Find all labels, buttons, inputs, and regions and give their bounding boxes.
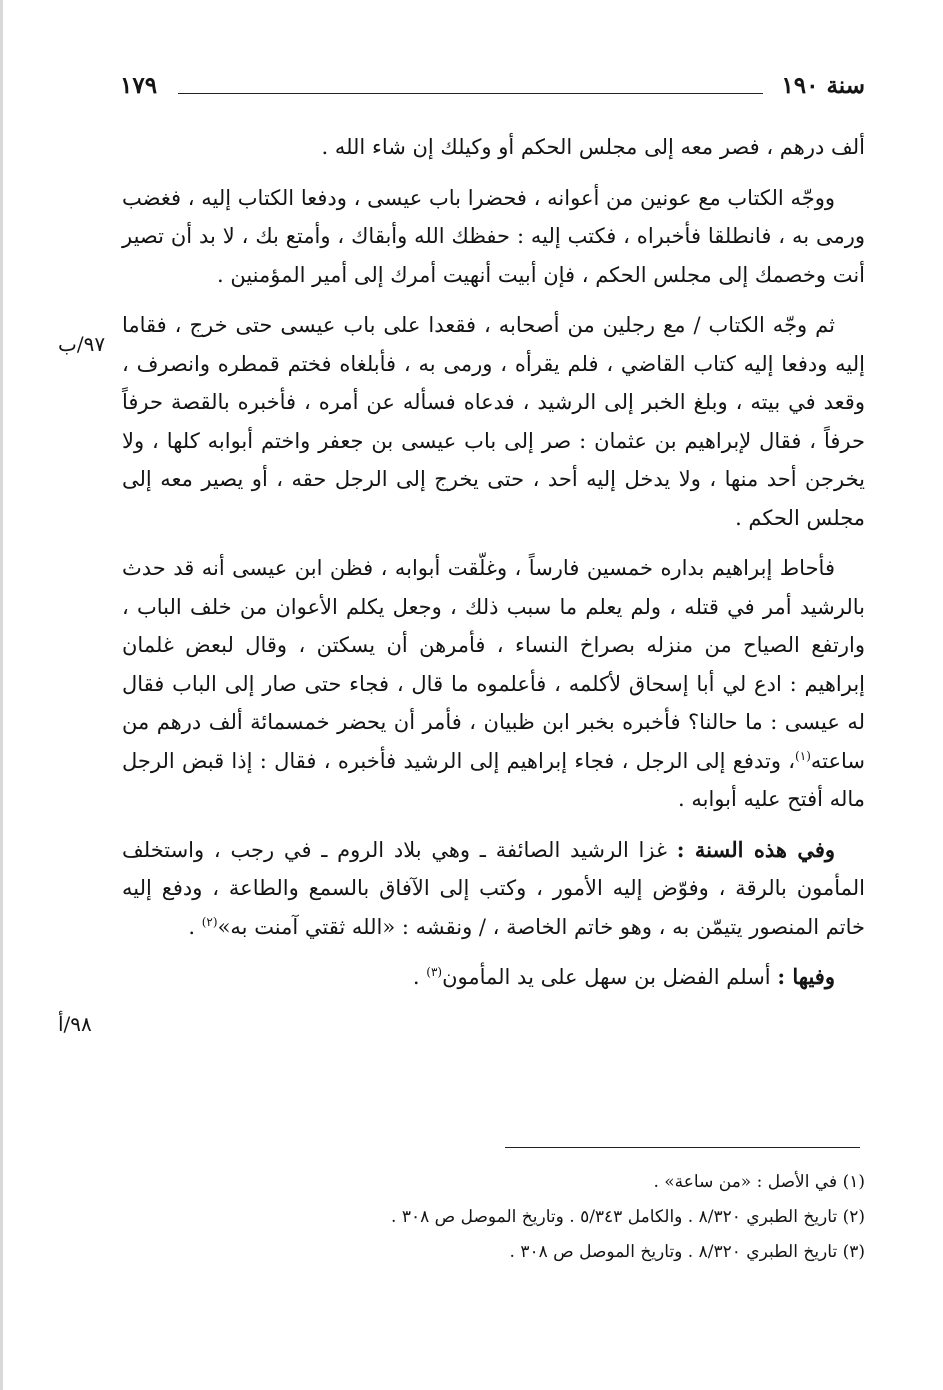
paragraph-5-text: غزا الرشيد الصائفة ـ وهي بلاد الروم ـ في رجب ، واستخلف المأمون بالرقة ، وفوّض إليه الأمور ، وكتب إلى الآفاق بالسمع والطاعة ، ودفع إليه خاتم المنصور يتيمّن به ، وهو خاتم الخاصة ، / ونقشه : «الله ثقتي آمنت به» bbox=[122, 837, 865, 939]
paragraph-4-text-a: فأحاط إبراهيم بداره خمسين فارساً ، وغلّقت أبوابه ، فظن ابن عيسى أنه قد حدث بالرشيد أمر في قتله ، ولم يعلم ما سبب ذلك ، وجعل يكلم الأعوان من خلف الباب ، وارتفع الصياح من منزله بصراخ النساء ، فأمرهن أن يسكتن ، وقال لبعض غلمان إبراهيم : ادع لي أبا إسحاق لأكلمه ، فأعلموه ما قال ، فجاء حتى صار إلى الباب فقال له عيسى : ما حالنا؟ فأخبره بخبر ابن ظبيان ، فأمر أن يحضر خمسمائة ألف درهم من ساعته bbox=[122, 556, 865, 773]
footnote-mark-2: (٢) bbox=[201, 914, 218, 929]
running-header bbox=[120, 72, 865, 112]
paragraph-2 bbox=[122, 179, 865, 295]
paragraph-5-lead: وفي هذه السنة : bbox=[676, 836, 835, 862]
footnote-3: (٣) تاريخ الطبري ٨/٣٢٠ . وتاريخ الموصل ص ٣٠٨ . bbox=[509, 1242, 865, 1262]
margin-folio-98a: ٩٨/أ bbox=[58, 1012, 92, 1036]
paragraph-3 bbox=[122, 306, 865, 537]
footnote-2: (٢) تاريخ الطبري ٨/٣٢٠ . والكامل ٥/٣٤٣ . وتاريخ الموصل ص ٣٠٨ . bbox=[391, 1207, 865, 1227]
paragraph-1: ألف درهم ، فصر معه إلى مجلس الحكم أو وكيلك إن شاء الله . bbox=[321, 135, 865, 159]
paragraph-6-text: أسلم الفضل بن سهل على يد المأمون bbox=[442, 965, 771, 989]
footnote-mark-1: (١) bbox=[795, 748, 811, 763]
footnote-mark-3: (٣) bbox=[426, 965, 443, 979]
header-rule bbox=[178, 93, 763, 94]
paragraph-6-end: . bbox=[412, 965, 420, 989]
footnotes bbox=[122, 1166, 865, 1271]
paragraph-4 bbox=[122, 549, 865, 819]
margin-folio-97b: ٩٧/ب bbox=[58, 332, 106, 356]
paragraph-6-lead: وفيها : bbox=[777, 964, 835, 989]
paragraph-5: وفي هذه السنة : غزا الرشيد الصائفة ـ وهي بلاد الروم ـ في رجب ، واستخلف المأمون بالرقة ، وفوّض إليه الأمور ، وكتب إلى الآفاق بالسمع والطاعة ، ودفع إليه خاتم المنصور يتيمّن به ، وهو خاتم الخاصة ، / ونقشه : «الله ثقتي آمنت به»$^{(٢)}$ . bbox=[122, 836, 865, 939]
header-year: سنة ١٩٠ bbox=[781, 72, 865, 99]
paragraph-4-text-b: ، وتدفع إلى الرجل ، فجاء إبراهيم إلى الرشيد فأخبره ، فقال : إذا قبض الرجل ماله أفتح عليه أبوابه . bbox=[122, 748, 865, 811]
paragraph-6 bbox=[122, 958, 865, 997]
page-edge bbox=[0, 0, 3, 1390]
paragraph-3-text: ثم وجّه الكتاب / مع رجلين من أصحابه ، فقعدا على باب عيسى حتى خرج ، فقاما إليه ودفعا إليه كتاب القاضي ، فلم يقرأه ، ورمى به ، فأبلغاه فختم قمطره وانصرف ، وقعد في بيته ، وبلغ الخبر إلى الرشيد ، فدعاه فسأله عن أمره ، فأخبره بالقصة حرفاً حرفاً ، فقال لإبراهيم بن عثمان : صر إلى باب عيسى بن جعفر واختم أبوابه كلها ، ولا يخرجن أحد منها ، ولا يدخل إليه أحد ، حتى يخرج إلى الرجل حقه ، أو يصير معه إلى مجلس الحكم . bbox=[122, 313, 865, 530]
footnote-separator bbox=[505, 1147, 860, 1148]
page-number: ١٧٩ bbox=[120, 72, 158, 99]
footnote-1: (١) في الأصل : «من ساعة» . bbox=[653, 1172, 865, 1192]
paragraph-2-text: ووجّه الكتاب مع عونين من أعوانه ، فحضرا باب عيسى ، ودفعا الكتاب إليه ، فغضب ورمى به ، فانطلقا فأخبراه ، فكتب إليه : حفظك الله وأبقاك ، وأمتع بك ، لا بد أن تصير أنت وخصمك إلى مجلس الحكم ، فإن أبيت أنهيت أمرك إلى أمير المؤمنين . bbox=[122, 185, 865, 287]
main-text bbox=[122, 128, 865, 1009]
